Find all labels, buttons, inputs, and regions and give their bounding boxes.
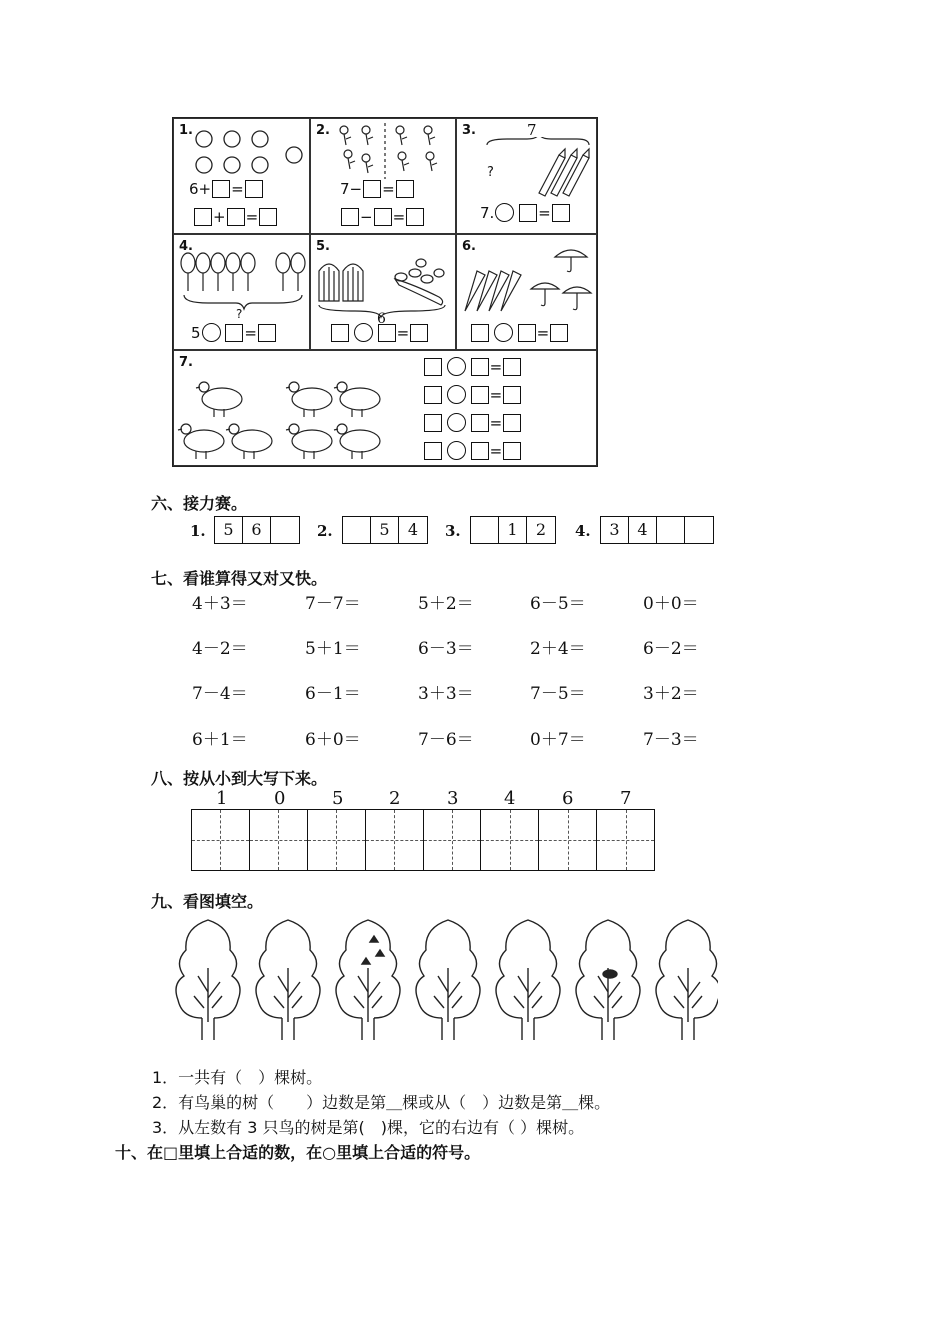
grid-cell-3: [456, 118, 597, 234]
equals-sign: =: [245, 207, 259, 226]
cell-number: 1.: [179, 123, 193, 138]
flowers-icon: [333, 123, 453, 181]
sequence-number: 0: [274, 788, 286, 809]
answer-box[interactable]: [503, 358, 521, 376]
answer-box[interactable]: [518, 324, 536, 342]
answer-box[interactable]: [424, 414, 442, 432]
answer-box[interactable]: [194, 208, 212, 226]
question-mark: ?: [236, 307, 243, 321]
calc-expression: 7－6＝: [418, 730, 474, 750]
operator-circle[interactable]: [494, 323, 513, 342]
sequence-number: 2: [389, 788, 401, 809]
answer-box[interactable]: [259, 208, 277, 226]
section-7-title: 七、看谁算得又对又快。: [151, 569, 328, 588]
calc-expression: 0＋0＝: [643, 594, 699, 614]
writing-cell[interactable]: [308, 810, 366, 870]
relay-label: 2.: [317, 522, 333, 540]
section-8-title: 八、按从小到大写下来。: [151, 769, 328, 788]
calc-expression: 7－4＝: [192, 684, 248, 704]
relay-cell[interactable]: 6: [243, 517, 271, 543]
operator-circle[interactable]: [202, 323, 221, 342]
equals-sign: =: [231, 179, 244, 198]
equals-sign: =: [392, 207, 406, 226]
grid-cell-7: [173, 350, 597, 466]
operator-circle[interactable]: [354, 323, 373, 342]
answer-box[interactable]: [471, 386, 489, 404]
answer-box[interactable]: [225, 324, 243, 342]
answer-box[interactable]: [503, 442, 521, 460]
trees-illustration: [172, 912, 718, 1046]
cell-number: 6.: [462, 239, 476, 254]
calc-expression: 5＋1＝: [305, 639, 361, 659]
equation-prefix: 6+: [189, 179, 212, 198]
total-label: 6: [377, 311, 386, 327]
answer-box[interactable]: [471, 358, 489, 376]
relay-cell[interactable]: [343, 517, 371, 543]
equals-sign: =: [489, 357, 503, 376]
relay-cell[interactable]: [685, 517, 713, 543]
writing-cell[interactable]: [539, 810, 597, 870]
relay-cell[interactable]: [471, 517, 499, 543]
equation-row: [190, 323, 276, 342]
equation-prefix: 5: [191, 323, 201, 342]
equation-row: [479, 203, 570, 222]
question-mark: ?: [487, 165, 494, 180]
answer-box[interactable]: [396, 180, 414, 198]
equation-row: [424, 413, 521, 432]
birdcage-birds-icon: [315, 245, 455, 319]
answer-box[interactable]: [519, 204, 537, 222]
answer-box[interactable]: [424, 442, 442, 460]
picture-equation-grid: [172, 117, 598, 467]
grid-cell-1: [173, 118, 310, 234]
answer-box[interactable]: [374, 208, 392, 226]
equals-sign: =: [489, 441, 503, 460]
relay-boxes: [342, 516, 428, 544]
operator-circle[interactable]: [495, 203, 514, 222]
answer-box[interactable]: [424, 358, 442, 376]
question-2: 2．有鸟巢的树（ ）边数是第＿棵或从（ ）边数是第＿棵。: [152, 1093, 611, 1112]
sequence-number: 7: [620, 788, 632, 809]
writing-cell[interactable]: [250, 810, 308, 870]
cell-number: 7.: [179, 355, 193, 370]
calc-expression: 7－7＝: [305, 594, 361, 614]
grid-cell-4: [173, 234, 310, 350]
answer-box[interactable]: [424, 386, 442, 404]
tree-icon: [416, 920, 480, 1040]
relay-cell[interactable]: [657, 517, 685, 543]
tree-icon: [496, 920, 560, 1040]
answer-box[interactable]: [410, 324, 428, 342]
tree-icon: [656, 920, 718, 1040]
writing-cell[interactable]: [597, 810, 654, 870]
brace-pencils-icon: [477, 137, 597, 197]
equation-row: [424, 441, 521, 460]
circles-icon: [194, 125, 310, 187]
total-label: 7: [527, 121, 537, 139]
grid-cell-2: [310, 118, 456, 234]
section-6-title: 六、接力赛。: [151, 494, 248, 513]
equation-row: [424, 385, 521, 404]
relay-cell[interactable]: 4: [407, 520, 419, 539]
relay-boxes: [470, 516, 556, 544]
calc-expression: 5＋2＝: [418, 594, 474, 614]
writing-cell[interactable]: [366, 810, 424, 870]
grid-cell-6: [456, 234, 597, 350]
answer-box[interactable]: [471, 324, 489, 342]
answer-box[interactable]: [550, 324, 568, 342]
calc-expression: 6＋1＝: [192, 730, 248, 750]
equation-row: [331, 323, 428, 342]
equation-prefix: 7.: [480, 203, 495, 222]
equals-sign: =: [538, 203, 551, 222]
calc-expression: 6－2＝: [643, 639, 699, 659]
answer-box[interactable]: [503, 386, 521, 404]
calc-expression: 6－3＝: [418, 639, 474, 659]
answer-box[interactable]: [227, 208, 245, 226]
relay-cell[interactable]: 2: [535, 520, 547, 539]
equation-row: [424, 357, 521, 376]
writing-grid: [191, 809, 655, 871]
relay-boxes: [214, 516, 300, 544]
answer-box[interactable]: [378, 324, 396, 342]
writing-cell[interactable]: [192, 810, 250, 870]
relay-boxes: [600, 516, 714, 544]
minus-sign: −: [360, 207, 373, 226]
sequence-number: 4: [504, 788, 516, 809]
answer-box[interactable]: [258, 324, 276, 342]
calc-expression: 3＋3＝: [418, 684, 474, 704]
calc-expression: 6－5＝: [530, 594, 586, 614]
ducks-icon: [176, 373, 396, 465]
calc-expression: 7－5＝: [530, 684, 586, 704]
calc-expression: 3＋2＝: [643, 684, 699, 704]
balloons-icon: [178, 251, 310, 323]
calc-expression: 6＋0＝: [305, 730, 361, 750]
answer-box[interactable]: [341, 208, 359, 226]
answer-box[interactable]: [503, 414, 521, 432]
relay-cell[interactable]: 5: [371, 517, 399, 543]
equals-sign: =: [382, 179, 395, 198]
calc-expression: 2＋4＝: [530, 639, 586, 659]
sequence-number: 1: [216, 788, 228, 809]
tree-icon: [176, 920, 240, 1040]
cell-number: 5.: [316, 239, 330, 254]
answer-box[interactable]: [406, 208, 424, 226]
cell-number: 2.: [316, 123, 330, 138]
equation-row: [194, 207, 277, 226]
equation-row: [188, 179, 263, 198]
calc-expression: 0＋7＝: [530, 730, 586, 750]
sequence-number: 5: [332, 788, 344, 809]
relay-label: 1.: [190, 522, 206, 540]
sequence-number: 6: [562, 788, 574, 809]
calc-expression: 7－3＝: [643, 730, 699, 750]
writing-cell[interactable]: [424, 810, 482, 870]
operator-circle[interactable]: [447, 357, 466, 376]
calc-expression: 4＋3＝: [192, 594, 248, 614]
tree-icon: [256, 920, 320, 1040]
answer-box[interactable]: [331, 324, 349, 342]
answer-box[interactable]: [212, 180, 230, 198]
equals-sign: =: [536, 323, 550, 342]
writing-cell[interactable]: [481, 810, 539, 870]
sequence-number: 3: [447, 788, 459, 809]
calc-expression: 6－1＝: [305, 684, 361, 704]
tree-icon: [336, 920, 400, 1040]
relay-cell[interactable]: 1: [499, 517, 527, 543]
relay-cell[interactable]: 5: [215, 517, 243, 543]
equals-sign: =: [244, 323, 257, 342]
equals-sign: =: [396, 323, 410, 342]
answer-box[interactable]: [363, 180, 381, 198]
cell-number: 4.: [179, 239, 193, 254]
operator-circle[interactable]: [447, 413, 466, 432]
relay-cell[interactable]: 3: [601, 517, 629, 543]
equals-sign: =: [489, 413, 503, 432]
answer-box[interactable]: [471, 442, 489, 460]
grid-cell-5: [310, 234, 456, 350]
equation-row: [341, 207, 424, 226]
relay-cell[interactable]: [271, 517, 299, 543]
cell-number: 3.: [462, 123, 476, 138]
operator-circle[interactable]: [447, 441, 466, 460]
question-1: 1．一共有（ ）棵树。: [152, 1068, 323, 1087]
equation-row: [471, 323, 568, 342]
equation-row: [339, 179, 414, 198]
tree-icon: [576, 920, 640, 1040]
operator-circle[interactable]: [447, 385, 466, 404]
calc-expression: 4－2＝: [192, 639, 248, 659]
question-3: 3．从左数有 3 只鸟的树是第( )棵，它的右边有（ ）棵树。: [152, 1118, 585, 1137]
answer-box[interactable]: [245, 180, 263, 198]
equals-sign: =: [489, 385, 503, 404]
plus-sign: +: [213, 207, 226, 226]
relay-label: 4.: [575, 522, 591, 540]
equation-prefix: 7−: [340, 179, 363, 198]
relay-cell[interactable]: 4: [629, 517, 657, 543]
relay-label: 3.: [445, 522, 461, 540]
section-9-title: 九、看图填空。: [151, 892, 264, 911]
answer-box[interactable]: [471, 414, 489, 432]
section-10-title: 十、在□里填上合适的数，在○里填上合适的符号。: [115, 1143, 481, 1162]
answer-box[interactable]: [552, 204, 570, 222]
umbrellas-icon: [459, 241, 597, 321]
